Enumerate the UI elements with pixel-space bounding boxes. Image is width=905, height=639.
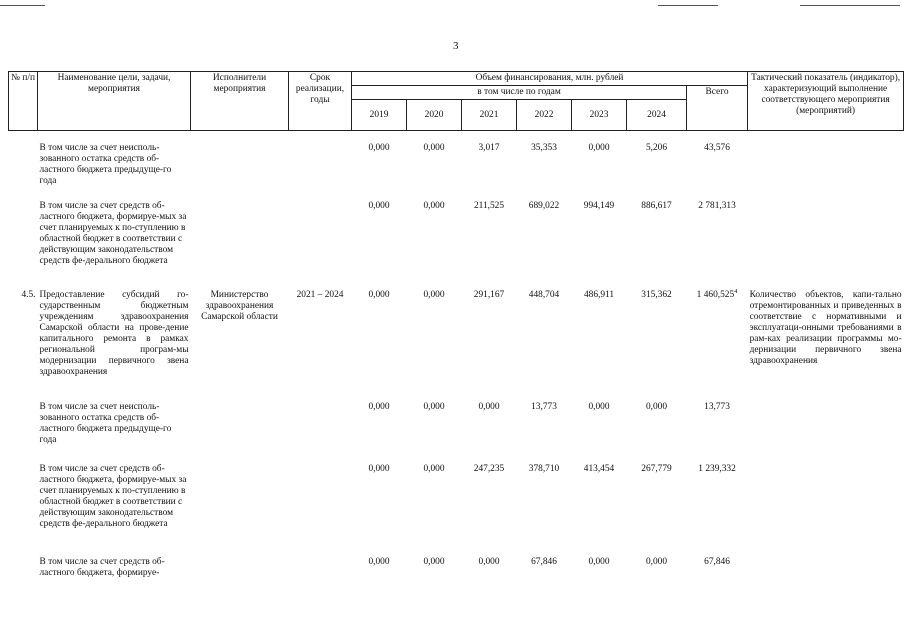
value-2020: 0,000 bbox=[423, 402, 445, 412]
value-2019: 0,000 bbox=[368, 464, 390, 474]
table-row bbox=[9, 201, 904, 290]
value-2022: 67,846 bbox=[531, 557, 557, 567]
row-indicator bbox=[748, 557, 904, 585]
row-term bbox=[289, 201, 352, 290]
value-2023: 413,454 bbox=[583, 464, 615, 474]
total-value: 1 239,332 bbox=[698, 464, 736, 474]
value-2019: 0,000 bbox=[368, 557, 390, 567]
header-term: Срок реализации, годы bbox=[289, 72, 352, 131]
value-2024: 886,617 bbox=[641, 201, 672, 211]
row-num bbox=[9, 402, 38, 464]
value-total bbox=[687, 464, 748, 557]
value-2023: 0,000 bbox=[588, 143, 610, 153]
header-total: Всего bbox=[687, 86, 748, 131]
total-footnote: 4 bbox=[734, 287, 738, 295]
value-2021: 0,000 bbox=[478, 402, 500, 412]
value-total bbox=[687, 143, 748, 201]
row-num bbox=[9, 557, 38, 585]
value-2023: 0,000 bbox=[588, 402, 610, 412]
value-2020: 0,000 bbox=[423, 201, 445, 211]
table-row bbox=[9, 464, 904, 557]
row-executor: Министерство здравоохранения Самарской области bbox=[201, 290, 278, 322]
value-2024: 267,779 bbox=[641, 464, 672, 474]
header-year: 2023 bbox=[572, 100, 627, 131]
row-indicator bbox=[748, 402, 904, 464]
row-executor bbox=[191, 557, 289, 585]
row-num: 4.5. bbox=[21, 290, 36, 300]
table-row bbox=[9, 143, 904, 201]
table-body bbox=[9, 131, 904, 586]
row-executor bbox=[191, 402, 289, 464]
value-2020: 0,000 bbox=[423, 143, 445, 153]
total-value: 1 460,525 bbox=[696, 290, 735, 300]
row-term bbox=[289, 557, 352, 585]
row-num bbox=[9, 143, 38, 201]
table-row bbox=[9, 557, 904, 585]
header-indicator: Тактический показатель (индикатор), характеризующий выполнение соответствующего мероприятия (мероприятий) bbox=[748, 72, 904, 131]
row-num bbox=[9, 201, 38, 290]
total-value: 13,773 bbox=[704, 402, 730, 412]
total-value: 67,846 bbox=[704, 557, 730, 567]
row-term bbox=[289, 464, 352, 557]
value-2020: 0,000 bbox=[423, 290, 445, 300]
value-2022: 689,022 bbox=[528, 201, 560, 211]
value-2022: 448,704 bbox=[528, 290, 560, 300]
total-value: 43,576 bbox=[704, 143, 730, 153]
value-2023: 0,000 bbox=[588, 557, 610, 567]
row-term: 2021 – 2024 bbox=[296, 290, 344, 300]
value-total bbox=[687, 402, 748, 464]
row-indicator: Количество объектов, капи-тально отремонтированных и приведенных в соответствие с нормативными и эксплуатаци-онными требованиями в рам-ках реализации программы мо-дернизации первичного звена здравоохранения bbox=[749, 290, 902, 366]
row-indicator bbox=[748, 201, 904, 290]
value-2022: 35,353 bbox=[531, 143, 557, 153]
table-header bbox=[9, 72, 904, 131]
row-num bbox=[9, 464, 38, 557]
value-2019: 0,000 bbox=[368, 402, 390, 412]
value-2021: 291,167 bbox=[473, 290, 505, 300]
row-name: В том числе за счет средств об-ластного бюджета, формируе- bbox=[39, 557, 165, 578]
value-2023: 486,911 bbox=[583, 290, 615, 300]
value-2023: 994,149 bbox=[583, 201, 615, 211]
value-2022: 378,710 bbox=[528, 464, 560, 474]
value-2021: 0,000 bbox=[478, 557, 500, 567]
top-scan-line-left bbox=[0, 5, 45, 6]
row-name: В том числе за счет средств об-ластного бюджета, формируе-мых за счет планируемых к по-ступлению в областной бюджет в соответствии с действующим законодательством средств фе-дерального бюджета bbox=[39, 201, 187, 266]
value-2019: 0,000 bbox=[368, 290, 390, 300]
value-2021: 3,017 bbox=[478, 143, 500, 153]
row-executor bbox=[191, 201, 289, 290]
row-name: В том числе за счет средств об-ластного бюджета, формируе-мых за счет планируемых к по-ступлению в областной бюджет в соответствии с действующим законодательством средств фе-дерального бюджета bbox=[39, 464, 187, 529]
value-2020: 0,000 bbox=[423, 557, 445, 567]
value-total bbox=[687, 201, 748, 290]
value-2019: 0,000 bbox=[368, 143, 390, 153]
value-2024: 315,362 bbox=[641, 290, 672, 300]
value-total bbox=[687, 287, 748, 402]
row-name: Предоставление субсидий го-сударственным бюджетным учреждениям здравоохранения Самарской области на прове-дение капитального ремонта в рамках региональной програм-мы модернизации первичного звена здравоохранения bbox=[39, 290, 189, 377]
value-2020: 0,000 bbox=[423, 464, 445, 474]
funding-table bbox=[8, 71, 904, 585]
header-name: Наименование цели, задачи, мероприятия bbox=[38, 72, 191, 131]
top-scan-line-middle bbox=[658, 5, 718, 6]
header-executors: Исполнители мероприятия bbox=[191, 72, 289, 131]
header-year: 2020 bbox=[407, 100, 462, 131]
total-value: 2 781,313 bbox=[698, 201, 736, 211]
row-indicator bbox=[748, 464, 904, 557]
page-number: 3 bbox=[453, 40, 459, 52]
row-indicator bbox=[748, 143, 904, 201]
header-year: 2019 bbox=[352, 100, 407, 131]
value-2024: 0,000 bbox=[645, 402, 668, 412]
value-2024: 5,206 bbox=[645, 143, 668, 153]
value-2021: 247,235 bbox=[473, 464, 505, 474]
header-num: № п/п bbox=[9, 72, 38, 131]
row-term bbox=[289, 402, 352, 464]
row-executor bbox=[191, 464, 289, 557]
value-2022: 13,773 bbox=[531, 402, 557, 412]
header-year: 2021 bbox=[462, 100, 517, 131]
value-2024: 0,000 bbox=[645, 557, 668, 567]
header-year: 2024 bbox=[627, 100, 687, 131]
row-executor bbox=[191, 143, 289, 201]
row-term bbox=[289, 143, 352, 201]
value-total bbox=[687, 557, 748, 585]
table-row bbox=[9, 402, 904, 464]
value-2019: 0,000 bbox=[368, 201, 390, 211]
header-year: 2022 bbox=[517, 100, 572, 131]
header-by-years: в том числе по годам bbox=[352, 86, 687, 100]
table-row bbox=[9, 290, 904, 402]
row-name: В том числе за счет неисполь-зованного остатка средств об-ластного бюджета предыдуще-го года bbox=[39, 143, 172, 186]
top-scan-line-right bbox=[800, 5, 900, 6]
value-2021: 211,525 bbox=[473, 201, 505, 211]
row-name: В том числе за счет неисполь-зованного остатка средств об-ластного бюджета предыдуще-го года bbox=[39, 402, 172, 445]
header-funding: Объем финансирования, млн. рублей bbox=[352, 72, 748, 86]
